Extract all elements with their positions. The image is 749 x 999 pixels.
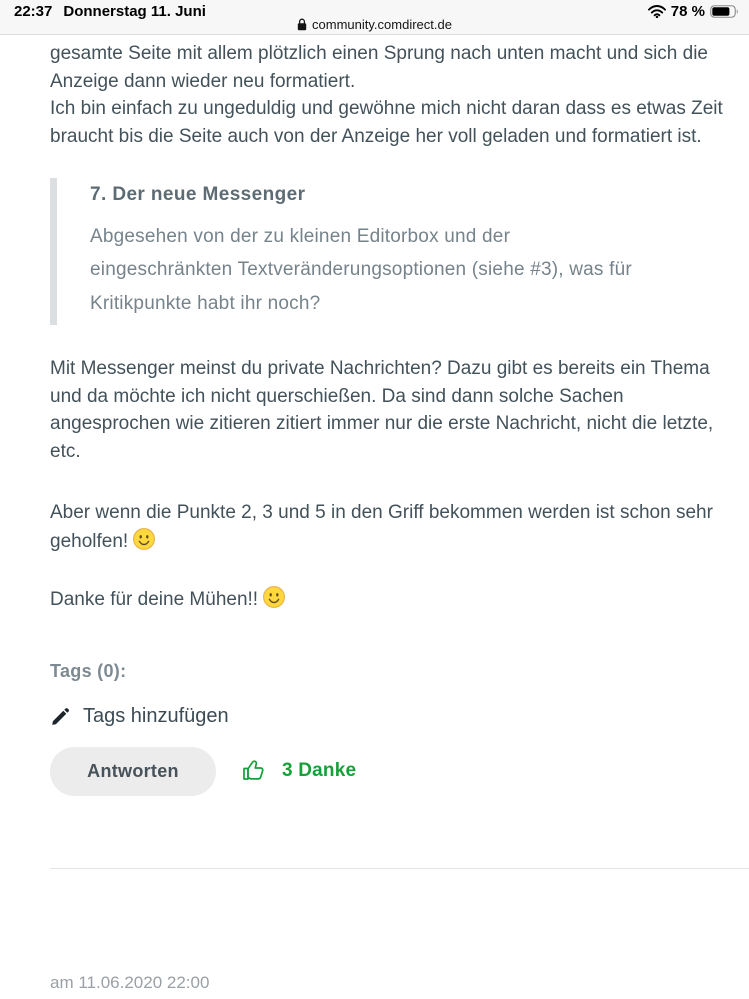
post-divider xyxy=(50,868,749,869)
lock-icon xyxy=(297,18,307,31)
tags-count-label: Tags (0): xyxy=(50,660,127,681)
add-tags-label: Tags hinzufügen xyxy=(83,705,229,727)
reply-button[interactable]: Antworten xyxy=(50,747,216,796)
post-paragraph-intro xyxy=(50,40,723,150)
quote-title: 7. Der neue Messenger xyxy=(90,184,306,205)
post-timestamp: am 11.06.2020 22:00 xyxy=(50,972,210,992)
post-text-line: Danke für deine Mühen!! xyxy=(50,589,259,610)
address-bar-url: community.comdirect.de xyxy=(312,17,452,32)
post-text-line: Ich bin einfach zu ungeduldig und gewöhne mich nicht daran dass es etwas Zeit braucht bis die Seite auch von der Anzeige her voll geladen und formatiert ist. xyxy=(50,98,723,147)
post-paragraph-messenger: Mit Messenger meinst du private Nachrichten? Dazu gibt es bereits ein Thema und da möchte ich nicht querschießen. Da sind dann solche Sachen angesprochen wie zitieren zitiert immer nur die erste Nachricht, nicht die letzte, etc. xyxy=(50,358,714,462)
status-date: Donnerstag 11. Juni xyxy=(63,3,206,20)
post-text-line: gesamte Seite mit allem plötzlich einen Sprung nach unten macht und sich die Anzeige dann wieder neu formatiert. xyxy=(50,43,708,92)
add-tags-link[interactable] xyxy=(50,703,229,731)
post-paragraph-danke xyxy=(50,585,723,618)
smiley-emoji-icon xyxy=(132,527,156,560)
kudos-count-label: 3 Danke xyxy=(282,760,357,782)
post-paragraph-punkte xyxy=(50,499,723,559)
thumbs-up-icon[interactable] xyxy=(240,757,271,786)
quoted-message xyxy=(50,178,723,325)
post-text-line: Aber wenn die Punkte 2, 3 und 5 in den Griff bekommen werden ist schon sehr geholfen! xyxy=(50,502,713,552)
pencil-icon xyxy=(50,707,70,727)
quote-text: Abgesehen von der zu kleinen Editorbox und der eingeschränkten Textveränderungsoptionen (siehe #3), was für Kritikpunkte habt ihr noch? xyxy=(90,225,632,314)
post-body xyxy=(0,35,749,796)
kudos-control[interactable] xyxy=(240,757,356,786)
smiley-emoji-icon xyxy=(262,585,286,618)
post-actions xyxy=(50,747,723,796)
address-bar[interactable] xyxy=(0,17,749,32)
status-time: 22:37 xyxy=(14,3,53,20)
browser-top-bar xyxy=(0,0,749,35)
battery-percent: 78 % xyxy=(670,3,705,20)
